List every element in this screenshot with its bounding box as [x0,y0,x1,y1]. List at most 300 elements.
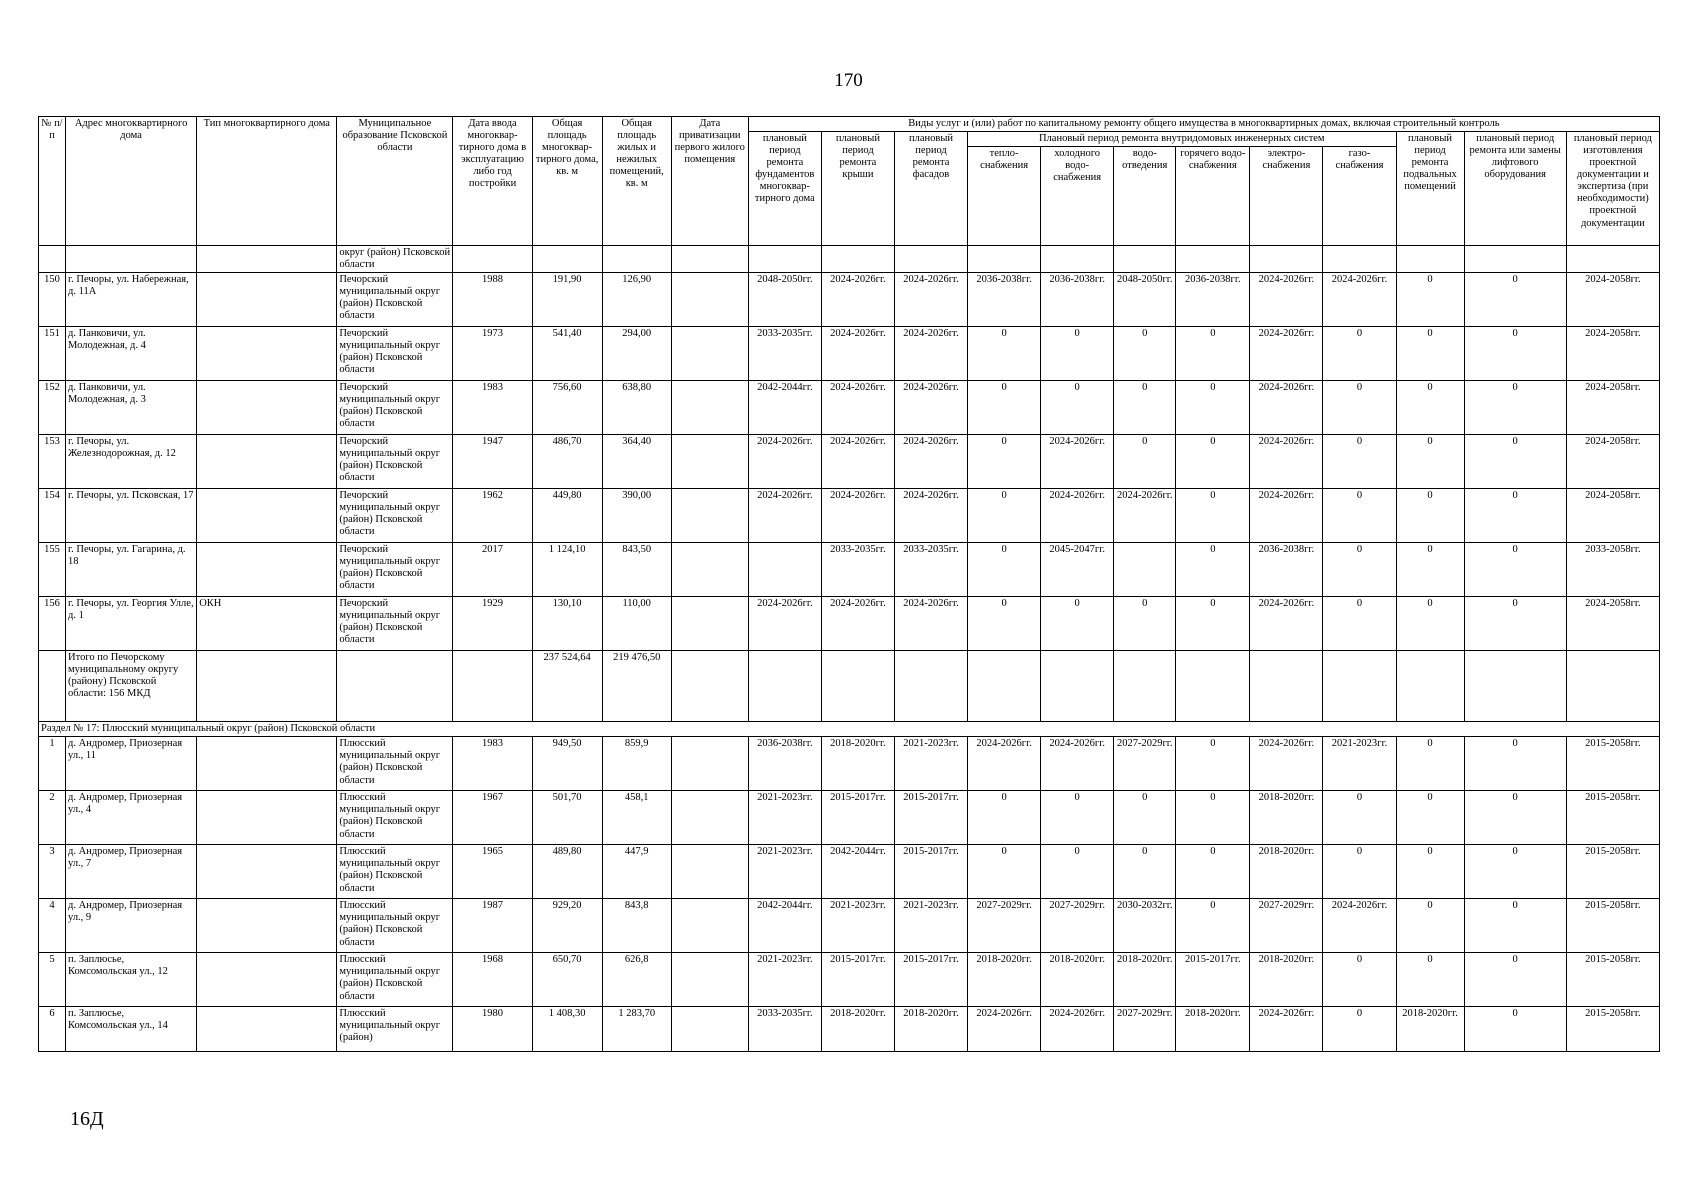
cell-living-area: 843,50 [602,543,671,597]
cell-municipality: Плюсский муниципальный округ (район) [337,1007,453,1052]
header-elevator: плановый период ремонта или замены лифтового оборудования [1464,132,1566,246]
cell-heat: 0 [968,381,1041,435]
cell-design: 2024-2058гг. [1566,381,1659,435]
cell-design: 2015-2058гг. [1566,899,1659,953]
header-foundation: плановый период ремонта фундаментов многоквар-тирного дома [748,132,821,246]
cell-privatization [671,489,748,543]
table-row [39,737,1660,791]
cell-roof: 2015-2017гг. [821,953,894,1007]
cell-living-area: 1 283,70 [602,1007,671,1052]
cell-heat: 0 [968,489,1041,543]
cell-living-area: 447,9 [602,845,671,899]
header-privatization: Дата приватизации первого жилого помещения [671,117,748,246]
cell-design: 2015-2058гг. [1566,953,1659,1007]
cell-roof: 2018-2020гг. [821,737,894,791]
cell-total-area: 489,80 [532,845,602,899]
cell-hot-water: 0 [1176,543,1250,597]
cell-electric: 2024-2026гг. [1250,597,1323,651]
cell-num: 5 [39,953,66,1007]
cell-hot-water: 0 [1176,845,1250,899]
cell-elevator: 0 [1464,489,1566,543]
cell-sewer: 0 [1114,845,1176,899]
cell-num: 4 [39,899,66,953]
cell-type [197,1007,337,1052]
cell-facade: 2024-2026гг. [894,273,967,327]
cell-privatization [671,543,748,597]
cell-address: г. Печоры, ул. Гагарина, д. 18 [66,543,197,597]
cell-year: 1965 [453,845,532,899]
empty-cell [671,651,748,722]
cell-cold-water: 0 [1041,845,1114,899]
cell-facade: 2024-2026гг. [894,489,967,543]
cell-year: 1988 [453,273,532,327]
cell-municipality: Плюсский муниципальный округ (район) Псковской области [337,737,453,791]
cell-heat: 0 [968,327,1041,381]
cell-type [197,273,337,327]
cell-basement: 0 [1396,899,1464,953]
cell-roof: 2024-2026гг. [821,435,894,489]
table-row [39,899,1660,953]
cell-hot-water: 0 [1176,597,1250,651]
cell-foundation: 2024-2026гг. [748,435,821,489]
cell-facade: 2024-2026гг. [894,597,967,651]
cell-facade: 2024-2026гг. [894,435,967,489]
cell-privatization [671,899,748,953]
header-works-group: Виды услуг и (или) работ по капитальному ремонту общего имущества в многоквартирных домах, включая строительный контроль [748,117,1659,132]
cell-living-area: 626,8 [602,953,671,1007]
cell-electric: 2024-2026гг. [1250,327,1323,381]
table-body [39,246,1660,1052]
table-row [39,273,1660,327]
cell-basement: 2018-2020гг. [1396,1007,1464,1052]
cell-year: 1987 [453,899,532,953]
cell-foundation [748,543,821,597]
cell-cold-water: 2024-2026гг. [1041,737,1114,791]
cell-cold-water: 2036-2038гг. [1041,273,1114,327]
cell-electric: 2024-2026гг. [1250,381,1323,435]
cell-sewer: 2048-2050гг. [1114,273,1176,327]
cell-total-area: 191,90 [532,273,602,327]
table-row [39,845,1660,899]
cell-design: 2015-2058гг. [1566,1007,1659,1052]
cell-gas: 2024-2026гг. [1323,899,1396,953]
cell-basement: 0 [1396,543,1464,597]
cell-year: 1983 [453,737,532,791]
cell-municipality: Печорский муниципальный округ (район) Псковской области [337,435,453,489]
empty-cell [1464,651,1566,722]
cell-roof: 2024-2026гг. [821,597,894,651]
cell-cold-water: 0 [1041,597,1114,651]
cell-num: 154 [39,489,66,543]
cell-privatization [671,327,748,381]
cell-cold-water: 2024-2026гг. [1041,489,1114,543]
cell-hot-water: 0 [1176,327,1250,381]
cell-roof: 2042-2044гг. [821,845,894,899]
cell-gas: 0 [1323,1007,1396,1052]
cell-year: 1962 [453,489,532,543]
cell-electric: 2027-2029гг. [1250,899,1323,953]
cell-elevator: 0 [1464,381,1566,435]
header-date: Дата ввода многоквар-тирного дома в эксплуатацию либо год постройки [453,117,532,246]
cell-sewer: 2027-2029гг. [1114,1007,1176,1052]
empty-cell [337,651,453,722]
cell-privatization [671,737,748,791]
cell-living-area: 859,9 [602,737,671,791]
cell-electric: 2024-2026гг. [1250,489,1323,543]
header-living-area: Общая площадь жилых и нежилых помещений, кв. м [602,117,671,246]
cell-basement: 0 [1396,489,1464,543]
total-row [39,651,1660,722]
cell-municipality: Плюсский муниципальный округ (район) Псковской области [337,953,453,1007]
cell-facade: 2021-2023гг. [894,737,967,791]
cell-type: ОКН [197,597,337,651]
cell-municipality: Печорский муниципальный округ (район) Псковской области [337,489,453,543]
table-row [39,953,1660,1007]
cell-municipality: Печорский муниципальный округ (район) Псковской области [337,273,453,327]
cell-sewer: 0 [1114,327,1176,381]
cell-type [197,435,337,489]
cell-heat: 0 [968,845,1041,899]
cell-total-area: 1 124,10 [532,543,602,597]
cell-year: 1929 [453,597,532,651]
header-address: Адрес многоквартирного дома [66,117,197,246]
table-row [39,791,1660,845]
cell-privatization [671,1007,748,1052]
cell-type [197,489,337,543]
cell-roof: 2033-2035гг. [821,543,894,597]
header-hot-water: горячего водо-снабжения [1176,147,1250,246]
cell-privatization [671,953,748,1007]
cell-num: 2 [39,791,66,845]
cell-living-area: 638,80 [602,381,671,435]
cell-municipality: Плюсский муниципальный округ (район) Псковской области [337,791,453,845]
cell-roof: 2024-2026гг. [821,489,894,543]
cell-living-area: 390,00 [602,489,671,543]
page-number: 170 [834,70,863,91]
cell-design: 2033-2058гг. [1566,543,1659,597]
cell-electric: 2018-2020гг. [1250,845,1323,899]
cell-foundation: 2048-2050гг. [748,273,821,327]
continuation-row [39,246,1660,273]
cell-basement: 0 [1396,845,1464,899]
cell-foundation: 2036-2038гг. [748,737,821,791]
cell-cold-water: 0 [1041,381,1114,435]
cell-total-area: 501,70 [532,791,602,845]
empty-cell [1041,651,1114,722]
section-row [39,722,1660,737]
empty-cell [39,651,66,722]
header-design: плановый период изготовления проектной документации и экспертиза (при необходимости) проектной документации [1566,132,1659,246]
cell-type [197,845,337,899]
cell-cold-water: 2024-2026гг. [1041,435,1114,489]
cell-design: 2015-2058гг. [1566,845,1659,899]
cell-gas: 0 [1323,597,1396,651]
cell-elevator: 0 [1464,791,1566,845]
cell-num: 155 [39,543,66,597]
cell-design: 2024-2058гг. [1566,489,1659,543]
cell-foundation: 2042-2044гг. [748,381,821,435]
empty-cell [748,651,821,722]
cell-electric: 2018-2020гг. [1250,791,1323,845]
cell-basement: 0 [1396,381,1464,435]
total-area-sum: 237 524,64 [532,651,602,722]
empty-cell [453,651,532,722]
cell-elevator: 0 [1464,845,1566,899]
cell-privatization [671,845,748,899]
empty-cell [968,651,1041,722]
cell-address: п. Заплюсье, Комсомольская ул., 14 [66,1007,197,1052]
cell-cold-water: 2027-2029гг. [1041,899,1114,953]
cell-foundation: 2024-2026гг. [748,489,821,543]
cell-hot-water: 0 [1176,791,1250,845]
cell-hot-water: 0 [1176,899,1250,953]
total-label: Итого по Печорскому муниципальному округу (району) Псковской области: 156 МКД [66,651,197,722]
table-row [39,381,1660,435]
cell-privatization [671,435,748,489]
cell-type [197,953,337,1007]
header-heat: тепло-снабжения [968,147,1041,246]
cell-gas: 2021-2023гг. [1323,737,1396,791]
cell-sewer: 2027-2029гг. [1114,737,1176,791]
cell-num: 152 [39,381,66,435]
cell-roof: 2024-2026гг. [821,327,894,381]
capital-repair-table [38,116,1660,1052]
cell-facade: 2015-2017гг. [894,953,967,1007]
empty-cell [1176,651,1250,722]
cell-facade: 2033-2035гг. [894,543,967,597]
table-row [39,489,1660,543]
cell-elevator: 0 [1464,597,1566,651]
empty-cell [821,651,894,722]
cell-foundation: 2033-2035гг. [748,327,821,381]
table-row [39,597,1660,651]
cell-sewer: 0 [1114,381,1176,435]
cell-foundation: 2042-2044гг. [748,899,821,953]
cell-foundation: 2024-2026гг. [748,597,821,651]
cell-privatization [671,381,748,435]
cell-heat: 0 [968,543,1041,597]
cell-address: г. Печоры, ул. Железнодорожная, д. 12 [66,435,197,489]
cell-year: 2017 [453,543,532,597]
cell-total-area: 929,20 [532,899,602,953]
empty-cell [894,651,967,722]
cell-living-area: 843,8 [602,899,671,953]
cell-num: 156 [39,597,66,651]
cell-facade: 2015-2017гг. [894,791,967,845]
cell-cold-water: 2018-2020гг. [1041,953,1114,1007]
cell-type [197,381,337,435]
header-type: Тип многоквартирного дома [197,117,337,246]
cell-design: 2015-2058гг. [1566,791,1659,845]
cell-design: 2024-2058гг. [1566,597,1659,651]
cell-roof: 2024-2026гг. [821,273,894,327]
cell-gas: 0 [1323,327,1396,381]
header-electric: электро-снабжения [1250,147,1323,246]
cell-address: д. Панковичи, ул. Молодежная, д. 3 [66,381,197,435]
cell-basement: 0 [1396,737,1464,791]
cell-address: г. Печоры, ул. Псковская, 17 [66,489,197,543]
cell-gas: 0 [1323,953,1396,1007]
cell-elevator: 0 [1464,327,1566,381]
cell-facade: 2018-2020гг. [894,1007,967,1052]
cell-privatization [671,791,748,845]
cell-living-area: 458,1 [602,791,671,845]
empty-cell [1566,651,1659,722]
cell-municipality: Печорский муниципальный округ (район) Псковской области [337,597,453,651]
cell-year: 1983 [453,381,532,435]
cell-municipality: Печорский муниципальный округ (район) Псковской области [337,381,453,435]
cell-heat: 0 [968,435,1041,489]
cell-facade: 2021-2023гг. [894,899,967,953]
cell-municipality: Плюсский муниципальный округ (район) Псковской области [337,845,453,899]
header-engineering-group: Плановый период ремонта внутридомовых инженерных систем [968,132,1396,147]
cell-hot-water: 2018-2020гг. [1176,1007,1250,1052]
cell-electric: 2024-2026гг. [1250,435,1323,489]
cell-type [197,899,337,953]
cell-electric: 2024-2026гг. [1250,737,1323,791]
cell-gas: 0 [1323,381,1396,435]
cell-heat: 2018-2020гг. [968,953,1041,1007]
cell-address: д. Андромер, Приозерная ул., 11 [66,737,197,791]
cell-num: 6 [39,1007,66,1052]
cell-elevator: 0 [1464,435,1566,489]
cell-year: 1980 [453,1007,532,1052]
cell-elevator: 0 [1464,1007,1566,1052]
cell-living-area: 110,00 [602,597,671,651]
cell-num: 150 [39,273,66,327]
section-title: Раздел № 17: Плюсский муниципальный округ (район) Псковской области [39,722,1660,737]
cell-hot-water: 0 [1176,737,1250,791]
cell-foundation: 2033-2035гг. [748,1007,821,1052]
cell-num: 151 [39,327,66,381]
header-municipality: Муниципальное образование Псковской области [337,117,453,246]
cell-basement: 0 [1396,435,1464,489]
cell-design: 2024-2058гг. [1566,435,1659,489]
cell-hot-water: 0 [1176,489,1250,543]
cell-type [197,327,337,381]
cell-sewer: 0 [1114,435,1176,489]
cell-total-area: 449,80 [532,489,602,543]
cell-total-area: 756,60 [532,381,602,435]
cell-basement: 0 [1396,597,1464,651]
cell-cold-water: 2045-2047гг. [1041,543,1114,597]
cell-year: 1967 [453,791,532,845]
cell-cold-water: 0 [1041,791,1114,845]
cell-foundation: 2021-2023гг. [748,845,821,899]
cell-num: 153 [39,435,66,489]
cell-address: п. Заплюсье, Комсомольская ул., 12 [66,953,197,1007]
cell-total-area: 130,10 [532,597,602,651]
cell-basement: 0 [1396,327,1464,381]
header-sewer: водо-отведения [1114,147,1176,246]
cell-sewer: 2018-2020гг. [1114,953,1176,1007]
cell-roof: 2021-2023гг. [821,899,894,953]
cell-cold-water: 0 [1041,327,1114,381]
cell-gas: 0 [1323,489,1396,543]
cell-foundation: 2021-2023гг. [748,953,821,1007]
cell-type [197,543,337,597]
header-gas: газо-снабжения [1323,147,1396,246]
cell-elevator: 0 [1464,543,1566,597]
cell-roof: 2024-2026гг. [821,381,894,435]
cell-elevator: 0 [1464,273,1566,327]
cell-total-area: 486,70 [532,435,602,489]
cell-municipality: Печорский муниципальный округ (район) Псковской области [337,543,453,597]
cell-basement: 0 [1396,953,1464,1007]
header-cold-water: холодного водо-снабжения [1041,147,1114,246]
cell-address: д. Панковичи, ул. Молодежная, д. 4 [66,327,197,381]
cell-elevator: 0 [1464,899,1566,953]
cell-type [197,791,337,845]
cell-total-area: 949,50 [532,737,602,791]
table-row [39,1007,1660,1052]
cell-address: д. Андромер, Приозерная ул., 4 [66,791,197,845]
cell-address: д. Андромер, Приозерная ул., 7 [66,845,197,899]
cell-foundation: 2021-2023гг. [748,791,821,845]
cell-basement: 0 [1396,273,1464,327]
cell-gas: 0 [1323,845,1396,899]
cell-sewer: 2024-2026гг. [1114,489,1176,543]
empty-cell [197,651,337,722]
cell-facade: 2024-2026гг. [894,327,967,381]
header-basement: плановый период ремонта подвальных помещений [1396,132,1464,246]
cell-year: 1968 [453,953,532,1007]
cell-design: 2024-2058гг. [1566,327,1659,381]
cell-electric: 2018-2020гг. [1250,953,1323,1007]
cell-hot-water: 2015-2017гг. [1176,953,1250,1007]
table-row [39,543,1660,597]
cell-municipality: Печорский муниципальный округ (район) Псковской области [337,327,453,381]
cell-sewer: 0 [1114,597,1176,651]
cell-hot-water: 0 [1176,381,1250,435]
cell-address: д. Андромер, Приозерная ул., 9 [66,899,197,953]
header-total-area: Общая площадь многоквар-тирного дома, кв. м [532,117,602,246]
table-row [39,435,1660,489]
cell-living-area: 126,90 [602,273,671,327]
cell-roof: 2018-2020гг. [821,1007,894,1052]
cell-privatization [671,273,748,327]
cell-type [197,737,337,791]
cell-municipality: Плюсский муниципальный округ (район) Псковской области [337,899,453,953]
cell-heat: 2036-2038гг. [968,273,1041,327]
cell-address: г. Печоры, ул. Георгия Улле, д. 1 [66,597,197,651]
cell-sewer [1114,543,1176,597]
header-num: № п/п [39,117,66,246]
cell-privatization [671,597,748,651]
cell-gas: 0 [1323,543,1396,597]
cell-facade: 2015-2017гг. [894,845,967,899]
empty-cell [1396,651,1464,722]
footer-mark: 16Д [70,1108,104,1130]
cell-electric: 2024-2026гг. [1250,273,1323,327]
empty-cell [1250,651,1323,722]
cell-electric: 2036-2038гг. [1250,543,1323,597]
cell-gas: 2024-2026гг. [1323,273,1396,327]
cell-design: 2015-2058гг. [1566,737,1659,791]
cell-hot-water: 0 [1176,435,1250,489]
cell-living-area: 294,00 [602,327,671,381]
empty-cell [1114,651,1176,722]
cell-heat: 2024-2026гг. [968,1007,1041,1052]
cell-total-area: 650,70 [532,953,602,1007]
cell-num: 3 [39,845,66,899]
empty-cell [1323,651,1396,722]
table-row [39,327,1660,381]
cell-gas: 0 [1323,791,1396,845]
cell-municipality: округ (район) Псковской области [337,246,453,273]
cell-roof: 2015-2017гг. [821,791,894,845]
cell-gas: 0 [1323,435,1396,489]
